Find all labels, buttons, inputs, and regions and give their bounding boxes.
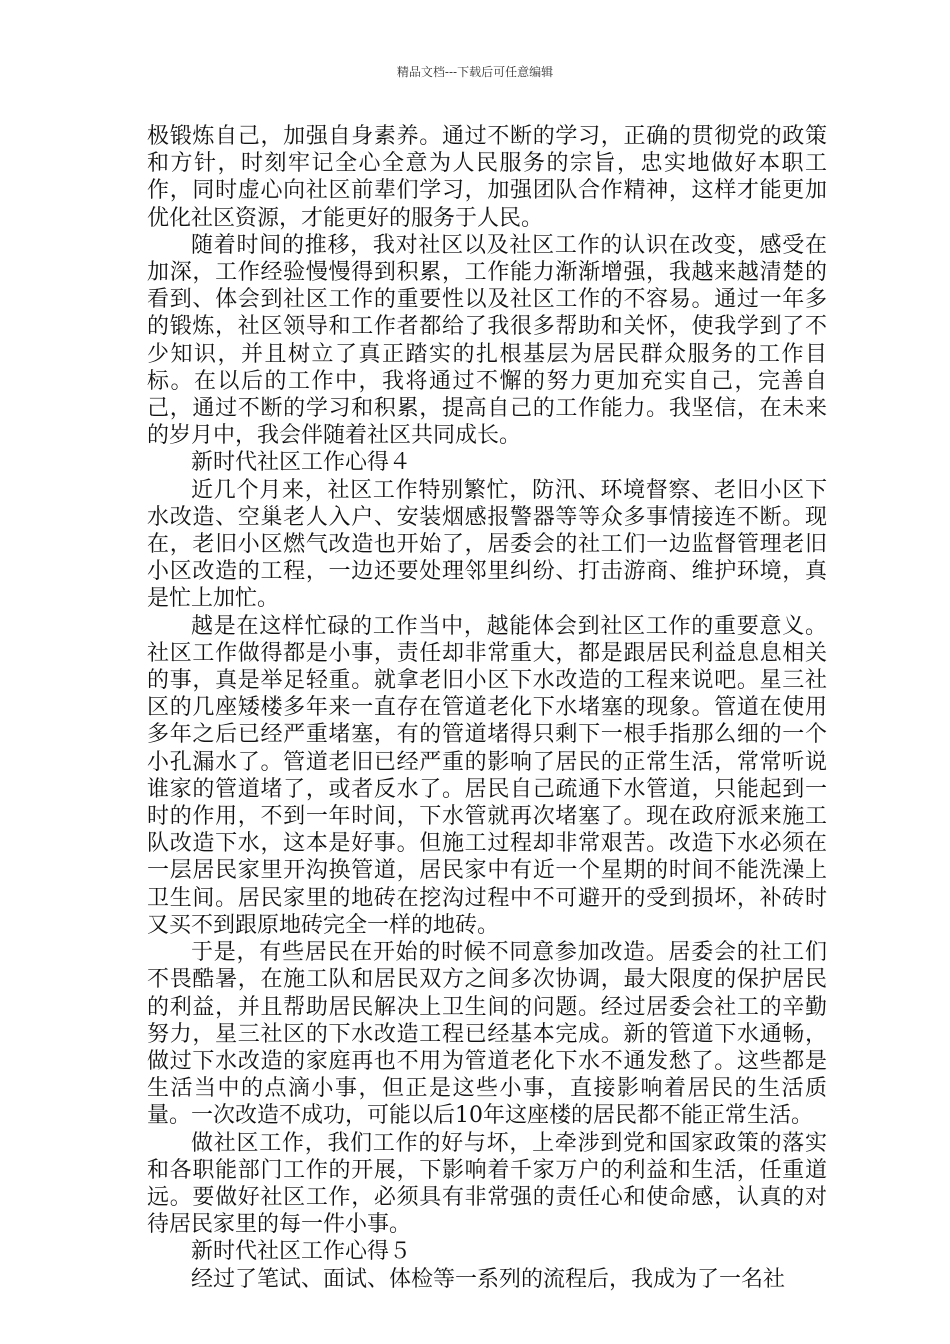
section-heading: 新时代社区工作心得５ bbox=[191, 1239, 412, 1265]
paragraph: 经过了笔试、面试、体检等一系列的流程后，我成为了一名社 bbox=[191, 1266, 786, 1292]
paragraph: 近几个月来，社区工作特别繁忙，防汛、环境督察、老旧小区下水改造、空巢老人入户、安装烟感报警器等等众多事情接连不断。现在，老旧小区燃气改造也开始了，居委会的社工们一边监督管理老旧小区改造的工程，一边还要处理邻里纠纷、打击游商、维护环境，真是忙上加忙。 bbox=[147, 477, 827, 612]
section-heading: 新时代社区工作心得４ bbox=[191, 450, 412, 476]
page-header: 精品文档---下载后可任意编辑 bbox=[396, 65, 554, 79]
paragraph: 随着时间的推移，我对社区以及社区工作的认识在改变，感受在加深，工作经验慢慢得到积累，工作能力渐渐增强，我越来越清楚的看到、体会到社区工作的重要性以及社区工作的不容易。通过一年多的锻炼，社区领导和工作者都给了我很多帮助和关怀，使我学到了不少知识，并且树立了真正踏实的扎根基层为居民群众服务的工作目标。在以后的工作中，我将通过不懈的努力更加充实自己，完善自己，通过不断的学习和积累，提高自己的工作能力。我坚信，在未来的岁月中，我会伴随着社区共同成长。 bbox=[147, 232, 827, 449]
paragraph: 于是，有些居民在开始的时候不同意参加改造。居委会的社工们不畏酷暑，在施工队和居民双方之间多次协调，最大限度的保护居民的利益，并且帮助居民解决上卫生间的问题。经过居委会社工的辛勤努力，星三社区的下水改造工程已经基本完成。新的管道下水通畅，做过下水改造的家庭再也不用为管道老化下水不通发愁了。这些都是生活当中的点滴小事，但正是这些小事，直接影响着居民的生活质量。一次改造不成功，可能以后10年这座楼的居民都不能正常生活。 bbox=[147, 940, 827, 1129]
document-body bbox=[147, 123, 827, 1293]
paragraph: 极锻炼自己，加强自身素养。通过不断的学习，正确的贯彻党的政策和方针，时刻牢记全心全意为人民服务的宗旨，忠实地做好本职工作，同时虚心向社区前辈们学习，加强团队合作精神，这样才能更加优化社区资源，才能更好的服务于人民。 bbox=[147, 124, 827, 231]
paragraph: 越是在这样忙碌的工作当中，越能体会到社区工作的重要意义。社区工作做得都是小事，责任却非常重大，都是跟居民利益息息相关的事，真是举足轻重。就拿老旧小区下水改造的工程来说吧。星三社区的几座矮楼多年来一直存在管道老化下水堵塞的现象。管道在使用多年之后已经严重堵塞，有的管道堵得只剩下一根手指那么细的一个小孔漏水了。管道老旧已经严重的影响了居民的正常生活，常常听说谁家的管道堵了，或者反水了。居民自己疏通下水管道，只能起到一时的作用，不到一年时间，下水管就再次堵塞了。现在政府派来施工队改造下水，这本是好事。但施工过程却非常艰苦。改造下水必须在一层居民家里开沟换管道，居民家中有近一个星期的时间不能洗澡上卫生间。居民家里的地砖在挖沟过程中不可避开的受到损坏，补砖时又买不到跟原地砖完全一样的地砖。 bbox=[147, 613, 827, 938]
paragraph: 做社区工作，我们工作的好与坏，上牵涉到党和国家政策的落实和各职能部门工作的开展，下影响着千家万户的利益和生活，任重道远。要做好社区工作，必须具有非常强的责任心和使命感，认真的对待居民家里的每一件小事。 bbox=[147, 1130, 827, 1238]
